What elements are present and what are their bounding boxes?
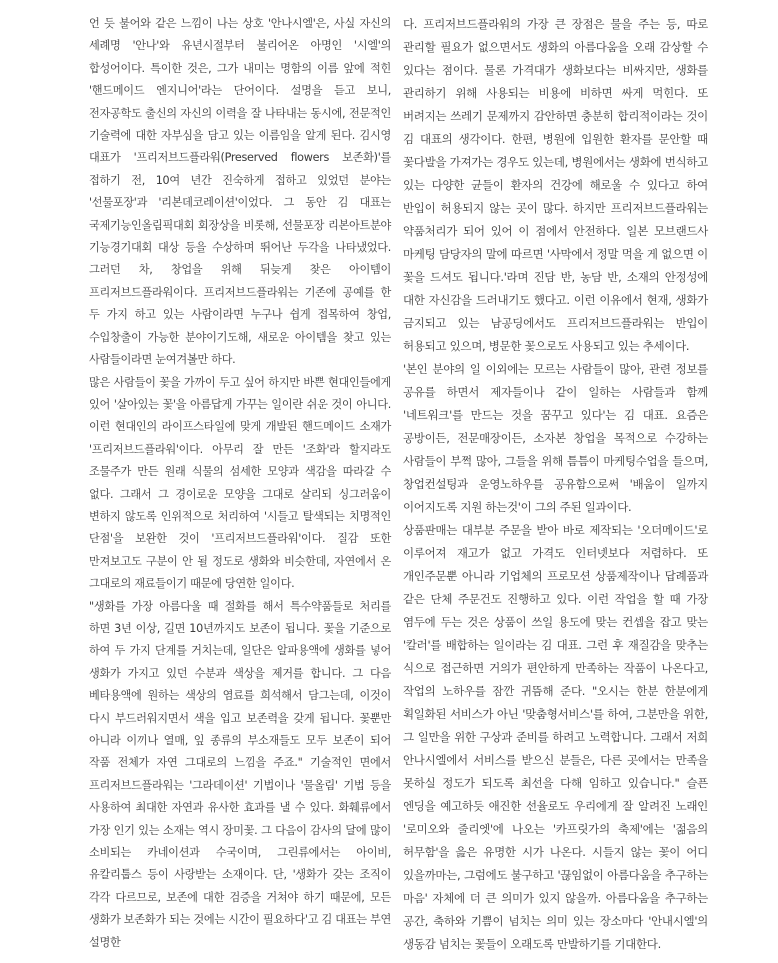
paragraph: '본인 분야의 일 이외에는 모르는 사람들이 많아, 관련 정보를 공유를 하면서 제자들이나 같이 일하는 사람들과 함께 '네트워크'를 만드는 것을 꿈꾸고 있다'는 김 대표. 요즘은 공방이든, 전문매장이든, 소자본 창업을 목적으로 수강하는 사람들이 부쩍 많아, 그들을 위해 틈틈이 마케팅수업을 들으며, 창업컨설팅과 운영노하우를 공유함으로써 '배움이 일까지 이어지도록 지원 하는것'이 그의 주된 일과이다. (403, 362, 708, 514)
paragraph: 다. 프리저브드플라워의 가장 큰 장점은 물을 주는 등, 따로 관리할 필요가 없으면서도 생화의 아름다움을 오래 감상할 수 있다는 점이다. 물론 가격대가 생화보다는 비싸지만, 생화를 관리하기 위해 사용되는 비용에 비하면 싸게 먹힌다. 또 버려지는 쓰레기 문제까지 감안하면 충분히 합리적이라는 것이 김 대표의 생각이다. 한편, 병원에 입원한 환자를 문안할 때 꽃다발을 가져가는 경우도 있는데, 병원에서는 생화에 번식하고 있는 다양한 균들이 환자의 건강에 해로울 수 있다고 하여 반입이 허용되지 않는 곳이 많다. 하지만 프리저브드플라워는 약품처리가 되어 있어 이 점에서 안전하다. 일본 모브랜드사 마케팅 담당자의 말에 따르면 '사막에서 정말 먹을 게 없으면 이 꽃을 드셔도 됩니다.'라며 진담 반, 농담 반, 소재의 안정성에 대한 자신감을 드러내기도 했다고. 이런 이유에서 현재, 생화가 금지되고 있는 남공딩에서도 프리저브드플라워는 반입이 허용되고 있으며, 병문한 꽃으로도 사용되고 있는 추세이다. (403, 17, 708, 353)
paragraph: 상품판매는 대부분 주문을 받아 바로 제작되는 '오더메이드'로 이루어져 재고가 없고 가격도 인터넷보다 저렴하다. 또 개인주문뿐 아니라 기업체의 프로모션 상품제작이나 답례품과 같은 단체 주문건도 진행하고 있다. 이런 작업을 할 때 가장 염두에 두는 것은 상품이 쓰일 용도에 맞는 컨셉을 잡고 맞는 '칼러'를 배합하는 일이라는 김 대표. 그런 후 재질감을 맞추는 식으로 접근하면 거의가 편안하게 만족하는 작품이 나온다고, 작업의 노하우를 잠깐 귀뜸해 준다. "오시는 한분 한분에게 획일화된 서비스가 아닌 '맞춤형서비스'를 하여, 그분만을 위한, 그 일만을 위한 구상과 준비를 하려고 노력합니다. 그래서 저희 안나시엘에서 서비스를 받으신 분들은, 다른 곳에서는 만족을 못하실 정도가 되도록 최선을 다해 임하고 있습니다." 슬픈 엔딩을 예고하듯 애진한 선율로도 우리에게 잘 알려진 노래인 '로미오와 줄리엣'에 나오는 '카프릿가의 축제'에는 '젊음의 허무함'을 읊은 유명한 시가 나온다. 시들지 않는 꽃이 어디 있을까마는, 그럼에도 불구하고 '끊임없이 아름다움을 추구하는 마음' 자체에 더 큰 의미가 있지 않을까. 아름다움을 추구하는 공간, 축하와 기쁨이 넘치는 의미 있는 장소마다 '안내시엘'의 생동감 넘치는 꽃들이 오래도록 만발하기를 기대한다. (403, 523, 708, 951)
left-column (89, 13, 391, 954)
right-column (403, 13, 708, 956)
paragraph: "생화를 가장 아름다울 때 절화를 해서 특수약품들로 처리를 하면 3년 이상, 길면 10년까지도 보존이 됩니다. 꽃을 기준으로 하여 두 가지 단계를 거치는데, 일단은 알파용액에 생화를 넣어 생화가 가지고 있던 수분과 색상을 제거를 합니다. 그 다음 베타용액에 원하는 색상의 염료를 희석해서 담그는데, 이것이 다시 부드러워지면서 색을 입고 보존력을 갖게 됩니다. 꽃뿐만 아니라 이끼나 열매, 잎 종류의 부소재들도 모두 보존이 되어 작품 전체가 자연 그대로의 느낌을 주죠." 기술적인 면에서 프리저브드플라워는 '그라데이션' 기법이나 '물올림' 기법 등을 사용하여 최대한 자연과 유사한 효과를 낼 수 있다. 화훼류에서 가장 인기 있는 소재는 역시 장미꽃. 그 다음이 감사의 달에 많이 소비되는 카네이션과 수국이며, 그린류에서는 아이비, 유칼리툽스 등이 사랑받는 소재이다. 단, '생화가 갖는 조직이 각각 다르므로, 보존에 대한 검증을 거쳐야 하기 때문에, 모든 생화가 보존화가 되는 것에는 시간이 필요하다'고 김 대표는 부연 설명한 (89, 599, 392, 949)
paragraph: 언 듯 불어와 같은 느낌이 나는 상호 '안나시엘'은, 사실 자신의 세례명 '안나'와 유년시절부터 불리어온 아명인 '시엘'의 합성어이다. 특이한 것은, 그가 내미는 명함의 이름 앞에 적힌 '핸드메이드 엔지니어'라는 단어이다. 설명을 듣고 보니, 전자공학도 출신의 자신의 이력을 잘 나타내는 동시에, 전문적인 기술력에 대한 자부심을 담고 있는 이름임을 알게 된다. 김시영 대표가 '프리저브드플라워(Preserved flowers 보존화)'를 접하기 전, 10여 년간 진숙하게 접하고 있었던 분야는 '선물포장'과 '리본데코레이션'이었다. 그 동안 김 대표는 국제기능인올림픽대회 회장상을 비롯해, 선물포장 리본아트분야 기능경기대회 대상 등을 수상하며 뛰어난 두각을 나타냈었다. 그러던 차, 창업을 위해 뒤늦게 찾은 아이템이 프리저브드플라워이다. 프리저브드플라워는 기존에 공예를 한 두 가지 하고 있는 사람이라면 누구나 쉽게 접목하여 창업, 수입창출이 가능한 분야이기도해, 새로운 아이템을 찾고 있는 사람들이라면 눈여겨볼만 하다. (89, 17, 391, 367)
paragraph: 많은 사람들이 꽃을 가까이 두고 싶어 하지만 바쁜 현대인들에게 있어 '살아있는 꽃'을 아름답게 가꾸는 일이란 쉬운 것이 아니다. 이런 현대인의 라이프스타일에 맞게 개발된 핸드메이드 소재가 '프리저브드플라워'이다. 아무리 잘 만든 '조화'라 할지라도 조물주가 만든 원래 식물의 섬세한 모양과 색감을 따라갈 수 없다. 그래서 그 경이로운 모양을 그대로 살리되 싱그러움이 변하지 않도록 인위적으로 처리하여 '시들고 탈색되는 치명적인 단점'을 보완한 것이 '프리저브드플라워'이다. 질감 또한 만져보고도 구분이 안 될 정도로 생화와 비슷한데, 자연에서 온 그대로의 재료들이기 때문에 당연한 일이다. (89, 375, 391, 591)
